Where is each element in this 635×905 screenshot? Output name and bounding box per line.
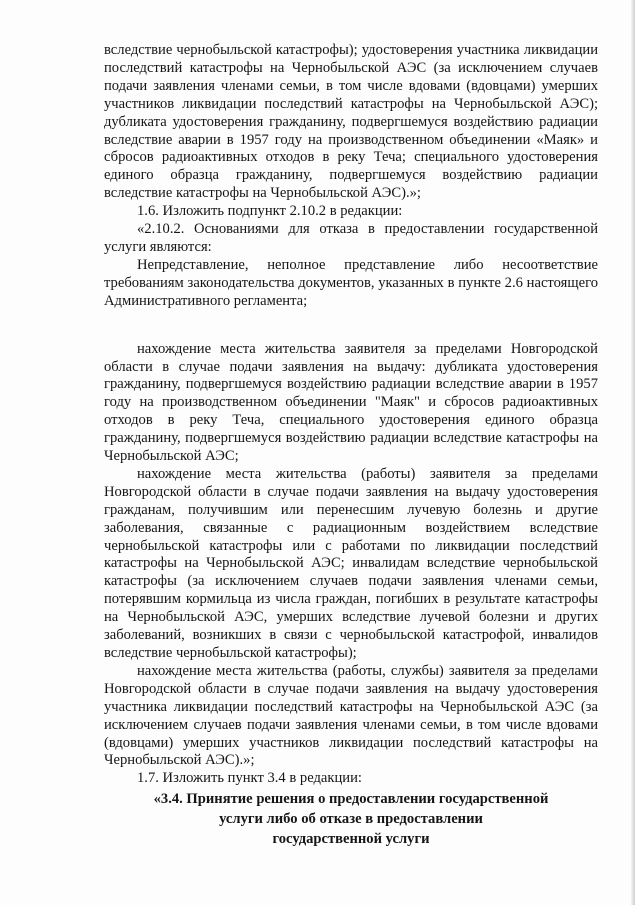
paragraph-refusal-ground-4: нахождение места жительства (работы, службы) заявителя за пределами Новгородской области в случае подачи заявления на выдачу удостоверения участника ликвидации последствий катастрофы на Чернобыльской АЭС (за исключением случаев подачи заявления членами семьи, в том числе вдовами (вдовцами) умерших участников ликвидации последствий катастрофы на Чернобыльской АЭС).»; — [104, 662, 598, 769]
blank-gap — [104, 311, 598, 341]
paragraph-item-1-7: 1.7. Изложить пункт 3.4 в редакции: — [137, 770, 362, 787]
document-body — [104, 42, 598, 848]
heading-line-1: «3.4. Принятие решения о предоставлении государственной — [153, 791, 549, 808]
paragraph-item-1-6: 1.6. Изложить подпункт 2.10.2 в редакции: — [137, 203, 403, 220]
page-edge-shadow — [631, 0, 635, 905]
heading-line-2: услуги либо об отказе в предоставлении — [219, 811, 483, 828]
paragraph-continuation: вследствие чернобыльской катастрофы); удостоверения участника ликвидации последствий катастрофы на Чернобыльской АЭС (за исключением случаев подачи заявления членами семьи, в том числе вдовами (вдовцами) умерших участников ликвидации последствий катастрофы на Чернобыльской АЭС); дубликата удостоверения гражданину, подвергшемуся воздействию радиации вследствие аварии в 1957 году на производственном объединении «Маяк» и сбросов радиоактивных отходов в реку Теча; специального удостоверения единого образца гражданину, подвергшемуся воздействию радиации вследствие катастрофы на Чернобыльской АЭС).»; — [104, 42, 598, 202]
heading-line-3: государственной услуги — [272, 831, 430, 848]
paragraph-refusal-ground-2: нахождение места жительства заявителя за пределами Новгородской области в случае подачи заявления на выдачу: дубликата удостоверения гражданину, подвергшемуся воздействию радиации вследствие аварии в 1957 году на производственном объединении "Маяк" и сбросов радиоактивных отходов в реку Теча, специального удостоверения единого образца гражданину, подвергшемуся воздействию радиации вследствие катастрофы на Чернобыльской АЭС; — [104, 340, 598, 465]
section-heading-3-4 — [104, 790, 598, 848]
paragraph-2-10-2-intro: «2.10.2. Основаниями для отказа в предоставлении государственной услуги являются: — [104, 221, 598, 255]
paragraph-refusal-ground-1: Непредставление, неполное представление либо несоответствие требованиям законодательства документов, указанных в пункте 2.6 настоящего Административного регламента; — [104, 256, 598, 309]
paragraph-refusal-ground-3: нахождение места жительства (работы) заявителя за пределами Новгородской области в случае подачи заявления на выдачу удостоверения гражданам, получившим или перенесшим лучевую болезнь и другие заболевания, связанные с радиационным воздействием вследствие чернобыльской катастрофы или с работами по ликвидации последствий катастрофы на Чернобыльской АЭС; инвалидам вследствие чернобыльской катастрофы (за исключением случаев подачи заявления членами семьи, потерявшим кормильца из числа граждан, погибших в результате катастрофы на Чернобыльской АЭС, умерших вследствие лучевой болезни и других заболеваний, возникших в связи с чернобыльской катастрофой, инвалидов вследствие чернобыльской катастрофы); — [104, 465, 598, 661]
